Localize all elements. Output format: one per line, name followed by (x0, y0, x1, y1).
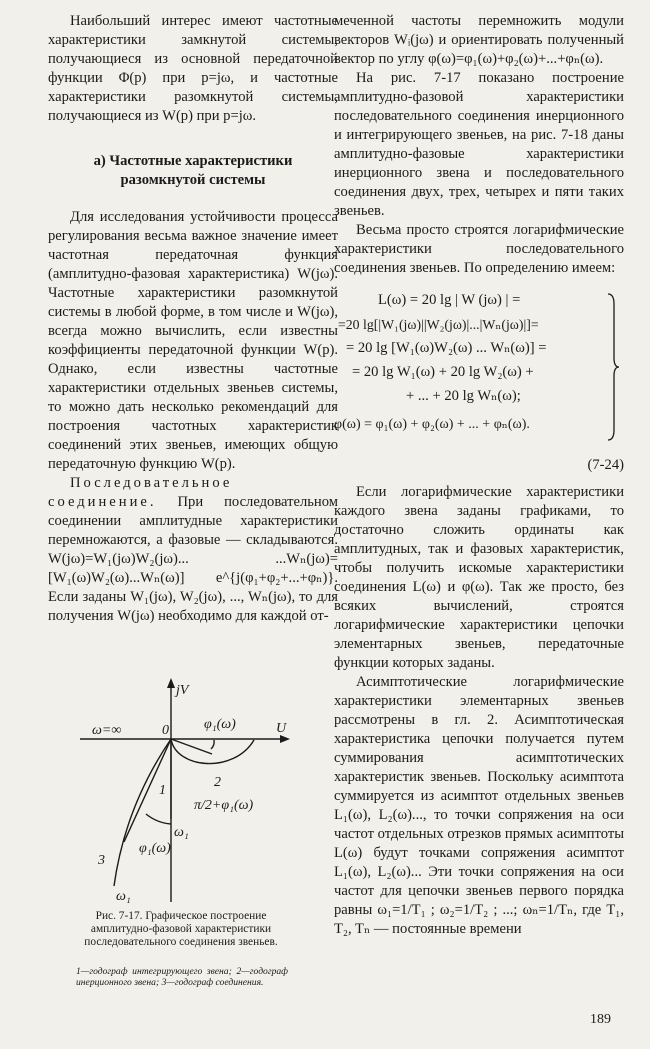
paragraph-graphs: Если логарифмические характеристики каждого звена заданы графиками, то достаточно сложить ординаты как амплитудных, так и фазовых характеристик, чтобы получить искомые характеристики соединения L(ω) и φ(ω). Так же просто, без всяких вычислений, строятся логарифмические характеристики цепочки элементарных звеньев, передаточные функции которых заданы. (334, 484, 624, 671)
equation-number: (7-24) (587, 457, 624, 473)
figure-legend: 1—годограф интегрирующего звена; 2—годограф инерционного звена; 3—годограф соединения. (76, 966, 288, 988)
eq-line-1: L(ω) = 20 lg | W (jω) | = (378, 292, 521, 308)
brace (606, 292, 620, 442)
eq-line-3: = 20 lg [W₁(ω)W₂(ω) ... Wₙ(ω)] = (346, 340, 547, 356)
left-column (48, 12, 338, 626)
page-number: 189 (590, 1012, 611, 1027)
eq-line-5: + ... + 20 lg Wₙ(ω); (406, 388, 521, 404)
intro-paragraph: Наибольший интерес имеют частотные характеристики замкнутой системы, получающиеся из основной передаточной функции Φ(p) при p=jω, и частотные характеристики разомкнутой системы, получающиеся из W(p) при p=jω. (48, 13, 338, 124)
figure-7-17 (64, 674, 294, 906)
paragraph-serial (48, 474, 338, 626)
figure-caption: Рис. 7-17. Графическое построение амплитудно-фазовой характеристики последовательного соединения звеньев. (84, 910, 278, 948)
formula-7-24 (334, 290, 624, 450)
label-pi: π/2+φ₁(ω) (194, 798, 254, 813)
paragraph-log: Весьма просто строятся логарифмические характеристики последовательного соединения звеньев. По определению имеем: (334, 222, 624, 276)
label-u: U (276, 721, 287, 736)
eq-line-6: φ(ω) = φ₁(ω) + φ₂(ω) + ... + φₙ(ω). (334, 417, 530, 432)
curve-3-connection (114, 739, 171, 886)
label-jv: jV (176, 683, 189, 698)
arrow-y (167, 678, 175, 688)
serial-term: Последовательное соединение. (48, 475, 233, 510)
paragraph-asymptotic: Асимптотические логарифмические характеристики элементарных звеньев рассмотрены в гл. 2. Асимптотическая характеристика цепочки получается путем суммирования асимптотических характеристик звеньев. Поскольку асимптота суммируется из асимптот отдельных звеньев L₁(ω), L₂(ω)..., то точки сопряжения на оси частот отдельных отрезков прямых асимптоты L(ω) будут точками сопряжения асимптот L₁(ω), L₂(ω)... Эти точки сопряжения на оси частот для цепочки звеньев первого порядка равны ω₁=1/T₁ ; ω₂=1/T₂ ; ...; ωₙ=1/Tₙ, где T₁, T₂, Tₙ — постоянные времени (334, 674, 624, 937)
label-origin: 0 (162, 723, 169, 738)
serial-text: При последовательном соединении амплитудные характеристики перемножаются, а фазовые — складываются. W(jω)=W₁(jω)W₂(jω)... ...Wₙ(jω)=[W₁(ω)W₂(ω)...Wₙ(ω)] e^{j(φ₁+φ₂+...+φₙ)}. Если заданы W₁(jω), W₂(jω), ..., Wₙ(jω), то для получения W(jω) необходимо для каждой от- (48, 494, 338, 624)
label-omega1-b: ω₁ (116, 889, 131, 904)
continued-paragraph: меченной частоты перемножить модули векторов Wᵢ(jω) и ориентировать полученный вектор по углу φ(ω)=φ₁(ω)+φ₂(ω)+...+φₙ(ω). (334, 13, 624, 67)
label-curve2: 2 (214, 775, 221, 790)
section-heading (48, 152, 338, 190)
angle-arc-low (146, 814, 171, 824)
label-phi1-low: φ₁(ω) (139, 841, 171, 856)
section-heading-line2: разомкнутой системы (120, 172, 266, 188)
label-curve3: 3 (98, 853, 105, 868)
right-column (334, 12, 624, 939)
paragraph-figure-ref: На рис. 7-17 показано построение амплитудно-фазовой характеристики последовательного соединения инерционного и интегрирующего звеньев, на рис. 7-18 даны амплитудно-фазовые характеристики инерционного звена и последовательного соединения двух, трех, четырех и пяти таких звеньев. (334, 70, 624, 219)
label-curve1: 1 (159, 783, 166, 798)
label-omega1-a: ω₁ (174, 825, 189, 840)
curve-2-inertial (171, 739, 254, 764)
section-heading-line1: а) Частотные характеристики (93, 153, 293, 169)
label-phi1: φ₁(ω) (204, 717, 236, 732)
label-omega-inf: ω=∞ (92, 723, 122, 738)
angle-arc (211, 740, 214, 749)
arrow-x (280, 735, 290, 743)
paragraph-frequency: Для исследования устойчивости процесса регулирования весьма важное значение имеет частотная передаточная функция (амплитудно-фазовая характеристика) W(jω). Частотные характеристики разомкнутой системы в любой форме, в том числе и W(jω), всегда можно вычислить, если известны коэффициенты передаточной функции W(p). Однако, если известны частотные характеристики отдельных звеньев системы, то можно дать несколько рекомендаций для построения частотных характеристик соединений этих звеньев, имеющих общую передаточную функцию W(p). (48, 209, 338, 472)
eq-line-4: = 20 lg W₁(ω) + 20 lg W₂(ω) + (352, 364, 534, 380)
eq-line-2: =20 lg[|W₁(jω)||W₂(jω)|...|Wₙ(jω)|]= (338, 317, 539, 332)
